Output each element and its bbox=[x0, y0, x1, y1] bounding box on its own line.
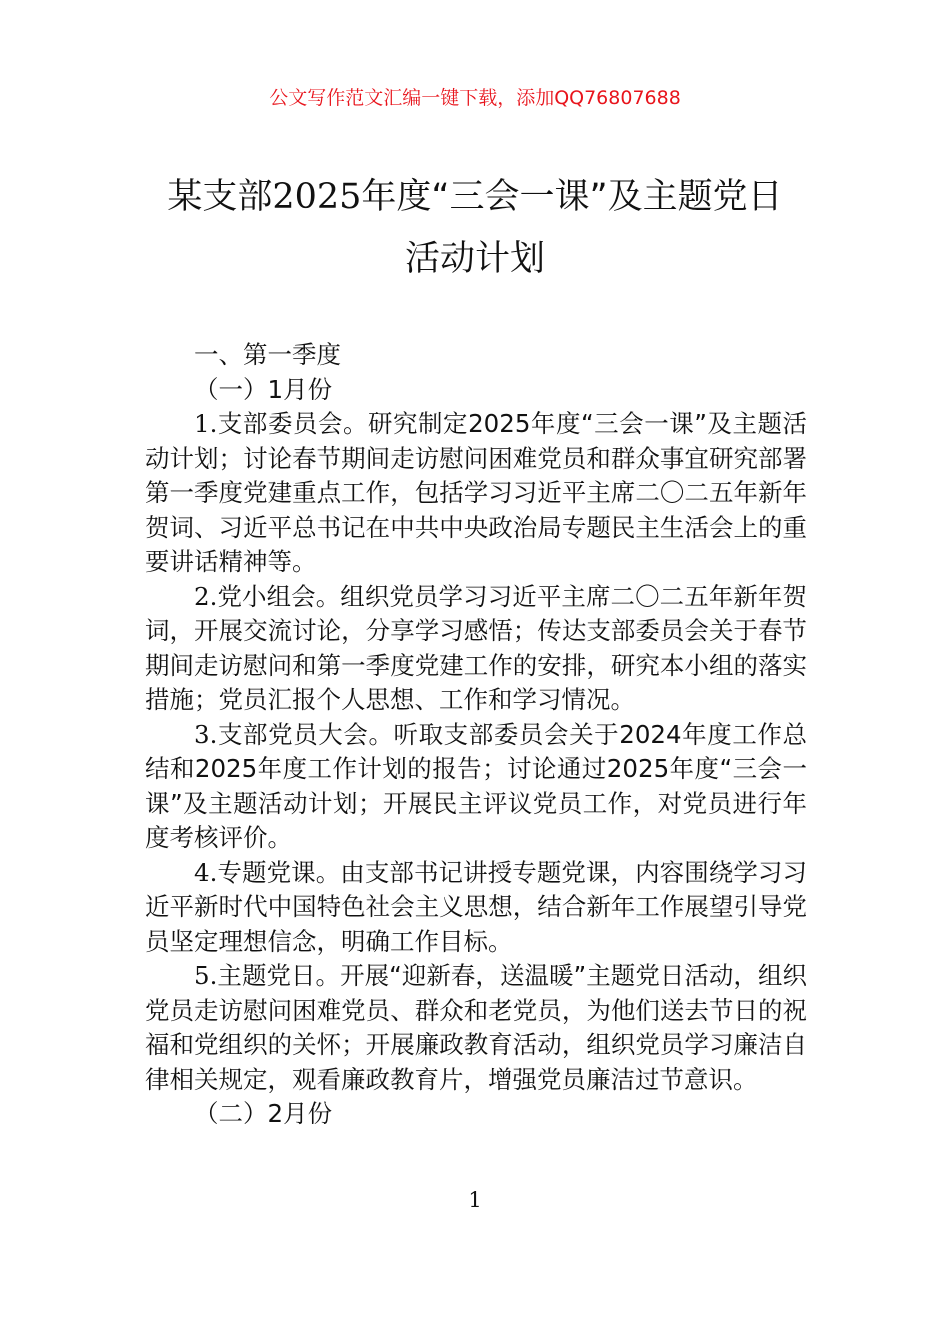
item-paragraph-3 bbox=[145, 718, 807, 856]
item-paragraph-1 bbox=[145, 407, 807, 580]
item-paragraph-4 bbox=[145, 856, 807, 960]
section-heading-q1: 一、第一季度 bbox=[194, 340, 341, 369]
title-year: 2025 bbox=[272, 177, 362, 217]
document-title bbox=[120, 166, 830, 290]
item-number: 1. bbox=[194, 409, 218, 438]
item-text: 专题党课。由支部书记讲授专题党课，内容围绕学习习近平新时代中国特色社会主义思想，结合新年工作展望引导党员坚定理想信念，明确工作目标。 bbox=[145, 857, 807, 956]
download-banner: 公文写作范文汇编一键下载，添加QQ76807688 bbox=[269, 87, 681, 109]
item-number: 3. bbox=[194, 719, 218, 749]
month-heading-jan: （一）1月份 bbox=[194, 374, 333, 404]
document-body bbox=[145, 338, 807, 1132]
item-number: 5. bbox=[194, 961, 218, 990]
month-heading-feb: （二）2月份 bbox=[194, 1099, 333, 1128]
title-line-1-suffix: 年度“三会一课”及主题党日 bbox=[361, 177, 783, 217]
title-line-1 bbox=[120, 166, 830, 228]
item-text: 党小组会。组织党员学习习近平主席二〇二五年新年贺词，开展交流讨论，分享学习感悟；传达支部委员会关于春节期间走访慰问和第一季度党建工作的安排，研究本小组的落实措施；党员汇报个人思想、工作和学习情况。 bbox=[145, 581, 807, 714]
item-paragraph-5 bbox=[145, 959, 807, 1097]
title-line-1-prefix: 某支部 bbox=[167, 177, 273, 217]
item-text: 支部委员会。研究制定2025年度“三会一课”及主题活动计划；讨论春节期间走访慰问困难党员和群众事宜研究部署第一季度党建重点工作，包括学习习近平主席二〇二五年新年贺词、习近平总书记在中共中央政治局专题民主生活会上的重要讲话精神等。 bbox=[145, 409, 807, 576]
item-number: 4. bbox=[194, 857, 218, 887]
item-number: 2. bbox=[194, 581, 218, 611]
item-paragraph-2 bbox=[145, 580, 807, 718]
item-text: 支部党员大会。听取支部委员会关于2024年度工作总结和2025年度工作计划的报告；讨论通过2025年度“三会一课”及主题活动计划；开展民主评议党员工作，对党员进行年度考核评价。 bbox=[145, 719, 807, 852]
title-line-2: 活动计划 bbox=[404, 239, 545, 279]
item-text: 主题党日。开展“迎新春，送温暖”主题党日活动，组织党员走访慰问困难党员、群众和老党员，为他们送去节日的祝福和党组织的关怀；开展廉政教育活动，组织党员学习廉洁自律相关规定，观看廉政教育片，增强党员廉洁过节意识。 bbox=[145, 961, 807, 1094]
page-number: 1 bbox=[468, 1188, 482, 1212]
